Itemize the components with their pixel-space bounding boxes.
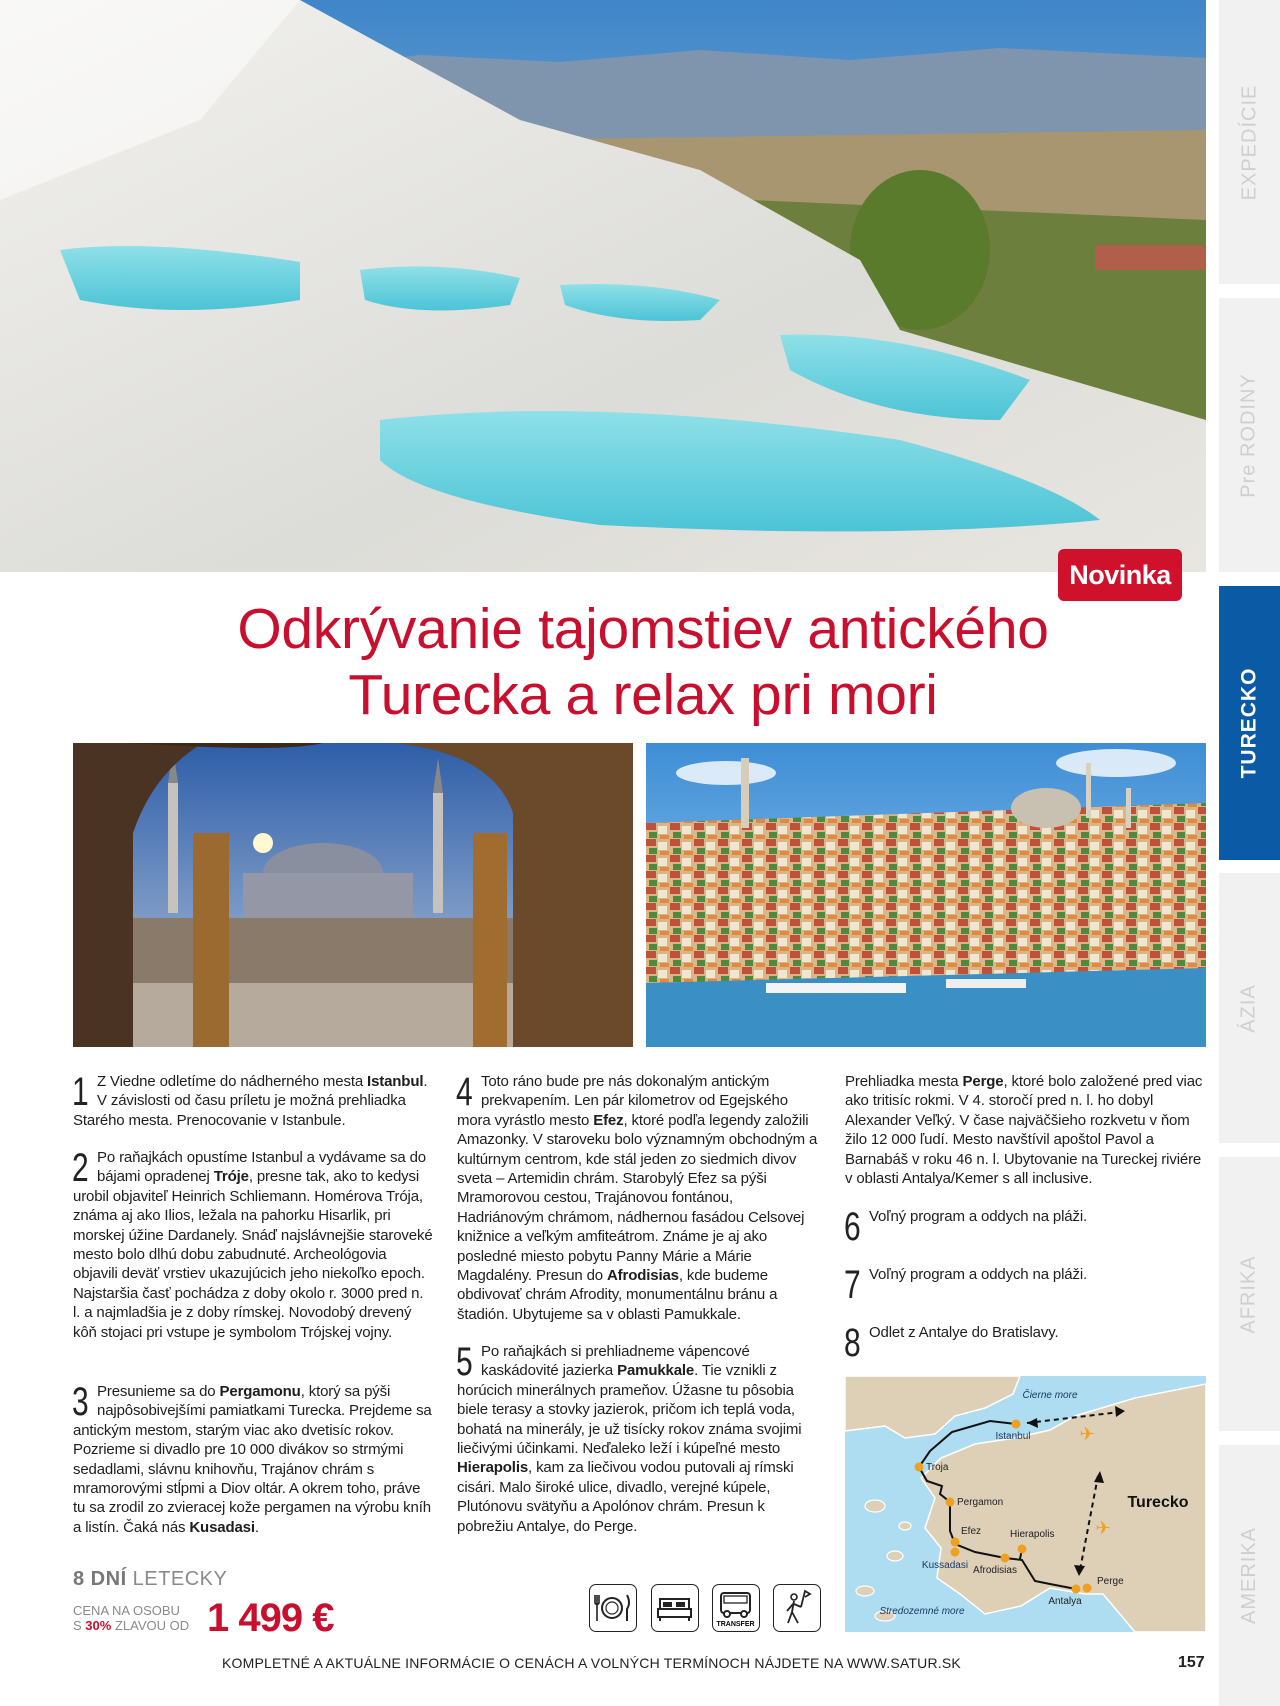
tab-turecko[interactable] (1219, 586, 1280, 860)
day-text: Po raňajkách si prehliadneme vápencové kaskádovité jazierka (481, 1343, 750, 1380)
day-text: , kam za liečivou vodou putovali aj rímski cisári. Malo široké ulice, divadlo, verejné kúpele, Plutónovu svätyňu a Apolónov chrám. Presun k pobrežiu Antalye, do Perge. (457, 1459, 794, 1535)
map-stop-marker (915, 1463, 924, 1472)
itinerary-day (844, 1205, 1207, 1249)
map-stop-marker (1012, 1420, 1021, 1429)
map-stop-marker (1018, 1545, 1027, 1554)
page-title-line-1: Odkrývanie tajomstiev antického (237, 597, 1049, 661)
transfer-label: TRANSFER (716, 1621, 755, 1628)
day-number: 3 (72, 1380, 89, 1424)
tab-pre-rodiny[interactable] (1219, 298, 1280, 572)
transfer-bus-icon (712, 1584, 760, 1632)
itinerary-day (73, 1072, 433, 1130)
day-text: Toto ráno bude pre nás dokonalým antickým prekvapením. Len pár kilometrov od Egejského mora vyrástlo mesto (457, 1073, 788, 1129)
day-number: 8 (844, 1321, 861, 1365)
meals-icon (589, 1584, 637, 1632)
day-text: Voľný program a oddych na pláži. (869, 1266, 1088, 1283)
map-city-label: Antalya (1048, 1596, 1082, 1607)
itinerary-day (844, 1321, 1207, 1365)
map-city-label: Istanbul (995, 1431, 1031, 1442)
map-stop-marker (1072, 1585, 1081, 1594)
day-text: Voľný program a oddych na pláži. (869, 1208, 1088, 1225)
day-text: Po raňajkách opustíme Istanbul a vydávame sa do bájami opradenej (97, 1149, 426, 1186)
bed-icon (651, 1584, 699, 1632)
highlight-place: Istanbul (367, 1073, 424, 1090)
footer-info: KOMPLETNÉ A AKTUÁLNE INFORMÁCIE O CENÁCH A VOLNÝCH TERMÍNOCH NÁJDETE NA WWW.SATUR.SK (222, 1655, 961, 1671)
map-city-label: Efez (961, 1526, 982, 1537)
tab-azia[interactable] (1219, 873, 1280, 1143)
map-label-country: Turecko (1127, 1494, 1189, 1511)
itinerary-day (457, 1072, 819, 1324)
map-label-black-sea: Čierne more (1022, 1390, 1078, 1401)
itinerary-day (845, 1072, 1207, 1188)
day-number: 5 (456, 1340, 473, 1384)
day-text: Z Viedne odletíme do nádherného mesta (97, 1073, 368, 1090)
day-text: , kde budeme obdivovať chrám Afrodity, monumentálnu bránu a štadión. Ubytujeme sa v oblasti Pamukkale. (457, 1267, 778, 1323)
day-text: , ktoré bolo založené pred viac ako tritisíc rokmi. V 4. storočí pred n. l. ho dobyl Alexander Veľký. V čase najväčšieho rozkvetu v ňom žilo 12 000 ľudí. Mesto navštívil apoštol Pavol a Barnabáš v roku 46 n. l. Ubytovanie na Tureckej riviére v oblasti Antalya/Kemer s all inclusive. (845, 1073, 1203, 1188)
tab-label: TURECKO (1237, 667, 1261, 779)
itinerary-day (73, 1382, 433, 1537)
duration-transport: LETECKY (126, 1568, 228, 1590)
highlight-place: Afrodisias (607, 1267, 679, 1285)
hero-photo-pamukkale (0, 0, 1206, 572)
tab-label: ÁZIA (1237, 983, 1260, 1033)
photo-blue-mosque (73, 743, 633, 1047)
highlight-place: Hierapolis (457, 1459, 529, 1477)
tab-label: Pre RODINY (1238, 372, 1260, 498)
tab-label: EXPEDÍCIE (1238, 84, 1261, 200)
tab-expedicie[interactable] (1219, 0, 1280, 284)
day-text: . (254, 1518, 259, 1536)
day-text: , ktoré podľa legendy založili Amazonky. V staroveku bolo významným obchodným a kultúrnym centrom, kde stál jeden zo siedmich divov sveta – Artemidin chrám. Starobylý Efez sa pýši Mramorovou cestou, Trajánovou fontánou, Hadriánovým chrámom, nádhernou fasádou Celsovej knižnice a veľkým amfiteátrom. Známe je aj ako posledné miesto pobytu Panny Márie a Márie Magdalény. Presun do (457, 1111, 818, 1285)
map-city-label: Hierapolis (1010, 1529, 1055, 1540)
highlight-place: Tróje (213, 1168, 249, 1186)
highlight-place: Kusadasi (189, 1518, 255, 1536)
day-text: , ktorý sa pýši najpôsobivejšími pamiatkami Turecka. Prejdeme sa antickým mestom, starým viac ako dvetisíc rokov. Pozrieme si divadlo pre 10 000 divákov so strmými sedadlami, slávnu knihovňu, Trajánov chrám s mramorovými stĺpmi a Diov oltár. A okrem toho, práve tu sa zrodil zo zvieracej kože pergamen na výrobu kníh a listín. Čaká nás (73, 1383, 432, 1536)
price-label-prefix: S (73, 1618, 86, 1633)
discount-value: 30% (85, 1618, 112, 1633)
tab-label: AFRIKA (1238, 1254, 1260, 1334)
day-number: 6 (844, 1205, 861, 1249)
tab-afrika[interactable] (1219, 1157, 1280, 1431)
day-number: 4 (456, 1070, 473, 1114)
price-label-line-1: CENA NA OSOBU (73, 1603, 180, 1618)
map-city-label: Afrodisias (973, 1565, 1017, 1576)
plane-icon: ✈ (1095, 1518, 1111, 1538)
map-stop-marker (1083, 1584, 1092, 1593)
map-city-label: Kussadasi (921, 1560, 969, 1571)
day-text: Prehliadka mesta (845, 1073, 963, 1090)
map-stop-marker (946, 1498, 955, 1507)
day-number: 2 (72, 1146, 89, 1190)
highlight-place: Perge (962, 1073, 1004, 1090)
map-stop-marker (951, 1548, 960, 1557)
itinerary-day (73, 1148, 433, 1342)
tab-amerika[interactable] (1219, 1445, 1280, 1706)
map-stop-marker (1001, 1554, 1010, 1563)
day-text: . V závislosti od času príletu je možná prehliadka Starého mesta. Prenocovanie v Istanbule. (73, 1073, 428, 1129)
itinerary-day (457, 1342, 819, 1536)
page-number: 157 (1178, 1654, 1205, 1671)
price-value: 1 499 € (207, 1596, 334, 1640)
itinerary-day (844, 1263, 1207, 1307)
route-map (845, 1376, 1206, 1632)
plane-icon: ✈ (1079, 1424, 1095, 1444)
trip-duration (73, 1568, 227, 1591)
map-city-label: Perge (1097, 1576, 1124, 1587)
new-badge: Novinka (1058, 549, 1182, 601)
duration-days: 8 DNÍ (73, 1568, 127, 1590)
price-label-suffix: ZLAVOU OD (111, 1618, 190, 1633)
highlight-place: Pergamonu (219, 1383, 301, 1400)
map-stop-marker (951, 1538, 960, 1547)
highlight-place: Pamukkale (617, 1362, 695, 1380)
price-label (73, 1603, 189, 1633)
highlight-place: Efez (593, 1111, 624, 1129)
day-number: 7 (844, 1263, 861, 1307)
map-city-label: Troja (926, 1462, 949, 1473)
day-number: 1 (72, 1070, 89, 1114)
photo-istanbul-panorama (646, 743, 1206, 1047)
page-title-line-2: Turecka a relax pri mori (348, 663, 938, 727)
map-label-mediterranean: Stredozemné more (879, 1606, 965, 1617)
day-text: . Tie vznikli z horúcich minerálnych prameňov. Úžasne tu pôsobia biele terasy a stovky jazierok, pričom ich teplá voda, bohatá na minerály, je už tisícky rokov známa svojimi liečivými účinkami. Neďaleko leží i kúpeľné mesto (457, 1362, 802, 1458)
hiking-guide-icon (773, 1584, 821, 1632)
day-text: Odlet z Antalye do Bratislavy. (869, 1324, 1059, 1341)
day-text: , presne tak, ako to kedysi urobil objaviteľ Heinrich Schliemann. Homérova Trója, známa aj ako Ilios, ležala na pahorku Hisarlik, pri morskej úžine Dardanely. Snáď najslávnejšie staroveké mesto bolo dlhú dobu zabudnuté. Archeológovia objavili deväť vrstiev ukazujúcich jeho niekoľko epoch. Najstaršia časť pochádza z doby okolo r. 3000 pred n. l. a najmladšia je z doby rímskej. Novodobý drevený kôň stojaci pri vstupe je symbolom Trójskej vojny. (73, 1168, 433, 1341)
map-city-label: Pergamon (957, 1497, 1004, 1508)
tab-label: AMERIKA (1238, 1526, 1260, 1625)
day-text: Presunieme sa do (97, 1383, 220, 1400)
